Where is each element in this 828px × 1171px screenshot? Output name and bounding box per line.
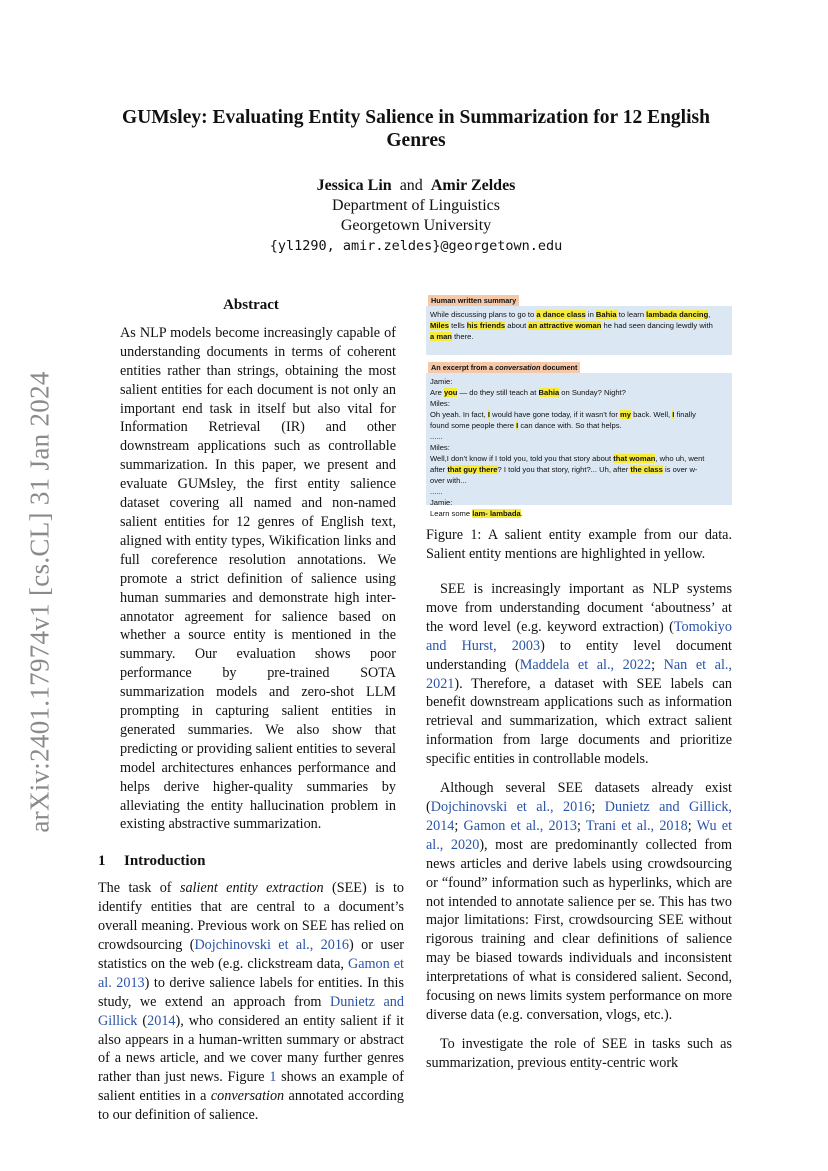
citation-link[interactable]: Gamon et al. 2013 xyxy=(98,955,404,991)
citation-link[interactable]: Dunietz and Gillick xyxy=(98,993,404,1029)
citation-link[interactable]: Dojchinovski et al., 2016 xyxy=(194,937,350,953)
author-email: {yl1290, amir.zeldes}@georgetown.edu xyxy=(269,238,563,254)
author-conjunction: and xyxy=(399,177,423,194)
author-university: Georgetown University xyxy=(340,217,492,234)
intro-paragraph: The task of salient entity extraction (SEE) is to identify entities that are central to a document’s overall meaning. Previous work on SEE has relied on crowdsourcing (Dojchinovski et al., 2016) or user statistics on the web (e.g. clickstream data, Gamon et al. 2013) to derive salience labels for entities. In this study, we extend an approach from Dunietz and Gillick (2014), who considered an entity salient if it also appears in a human-written summary or abstract of a news article, and we cover many further genres rather than just news. Figure 1 shows an example of salient entities in a conversation annotated according to our definition of salience. xyxy=(98,880,404,1124)
citation-link[interactable]: Trani et al., 2018 xyxy=(585,817,688,834)
right-column xyxy=(426,580,732,1073)
citation-link[interactable]: Nan et al., 2021 xyxy=(426,656,732,692)
abstract-heading: Abstract xyxy=(223,297,279,313)
author-department: Department of Linguistics xyxy=(332,197,500,214)
excerpt-label: An excerpt from a conversation document xyxy=(428,362,580,373)
paper-title: GUMsley: Evaluating Entity Salience in Summarization for 12 English Genres xyxy=(122,107,710,151)
citation-link[interactable]: Dunietz and Gillick, 2014 xyxy=(426,798,732,834)
body-paragraph: SEE is increasingly important as NLP systems move from understanding document ‘aboutness’ at the word level (e.g. keyword extraction) (Tomokiyo and Hurst, 2003) to entity level document understanding (Maddela et al., 2022; Nan et al., 2021). Therefore, a dataset with SEE labels can benefit downstream applications such as information retrieval and summarization, which extract salient information from large documents and prioritize specific entities in controllable models. xyxy=(426,581,732,768)
author-name: Amir Zeldes xyxy=(430,177,516,194)
figure-1 xyxy=(426,293,732,525)
section-heading: 1 Introduction xyxy=(98,853,206,870)
body-paragraph: Although several SEE datasets already exist (Dojchinovski et al., 2016; Dunietz and Gillick, 2014; Gamon et al., 2013; Trani et al., 2018; Wu et al., 2020), most are predominantly collected from news articles and derive labels using crowdsourcing or “found” information such as hyperlinks, which are not intended to annotate salience per se. This has two major limitations: First, crowdsourcing SEE without rigorous training and clear definitions of salience may be biased towards individuals and inconsistent interpretations of what is considered salient. Second, focusing on news limits system performance on more diverse data (e.g. conversation, vlogs, etc.). xyxy=(426,780,733,1023)
author-name: Jessica Lin xyxy=(316,177,392,194)
summary-label: Human written summary xyxy=(428,295,519,306)
citation-link[interactable]: Tomokiyo and Hurst, 2003 xyxy=(426,618,732,654)
abstract-text: As NLP models become increasingly capable of understanding documents in terms of coherent entities rather than strings, obtaining the most salient entities for each document is not only an important end task in itself but also vital for Information Retrieval (IR) and other downstream applications such as controllable summarization. In this paper, we present and evaluate GUMsley, the first entity salience dataset covering all named and non-named salient entities for 12 genres of English text, aligned with entity types, Wikification links and full coreference resolution annotations. We promote a strict definition of salience using human summaries and demonstrate high inter-annotator agreement for salience based on whether a source entity is mentioned in the summary. Our evaluation shows poor performance by pre-trained SOTA summarization models and zero-shot LLM prompting in capturing salient entities in generated summaries. We also show that predicting or providing salient entities to several model architectures enhances performance and helps derive higher-quality summaries by alleviating the entity hallucination problem in existing abstractive summarization. xyxy=(120,324,396,833)
excerpt-box: Jamie: Are you — do they still teach at Bahia on Sunday? Night? Miles: Oh yeah. In fact, I would have gone today, if it wasn't for my back. Well, I finally found some people there I can dance with. So that helps. ...... Miles: Well,I don't know if I told you, told you that story about that woman, who uh, went after that guy there? I told you that story, right?... Uh, after the class is over w- over with... ...... Jamie: Learn some lam- lambada. xyxy=(426,373,732,505)
arxiv-identifier: arXiv:2401.17974v1 [cs.CL] 31 Jan 2024 xyxy=(24,371,55,833)
body-paragraph: To investigate the role of SEE in tasks such as summarization, previous entity-centric work xyxy=(426,1035,732,1071)
left-column xyxy=(98,296,404,1125)
citation-link[interactable]: Dojchinovski et al., 2016 xyxy=(430,798,592,815)
citation-link[interactable]: Wu et al., 2020 xyxy=(426,817,733,853)
figure-caption: Figure 1: A salient entity example from our data. Salient entity mentions are highlighted in yellow. xyxy=(426,527,732,562)
summary-box: While discussing plans to go to a dance class in Bahia to learn lambada dancing, Miles tells his friends about an attractive woman he had seen dancing lewdly with a man there. xyxy=(426,306,732,355)
citation-link[interactable]: Maddela et al., 2022 xyxy=(519,656,652,673)
figure-reference-link[interactable]: 1 xyxy=(269,1069,277,1086)
citation-link[interactable]: Gamon et al., 2013 xyxy=(463,817,577,834)
citation-link[interactable]: 2014 xyxy=(147,1012,176,1029)
author-block xyxy=(96,176,736,256)
